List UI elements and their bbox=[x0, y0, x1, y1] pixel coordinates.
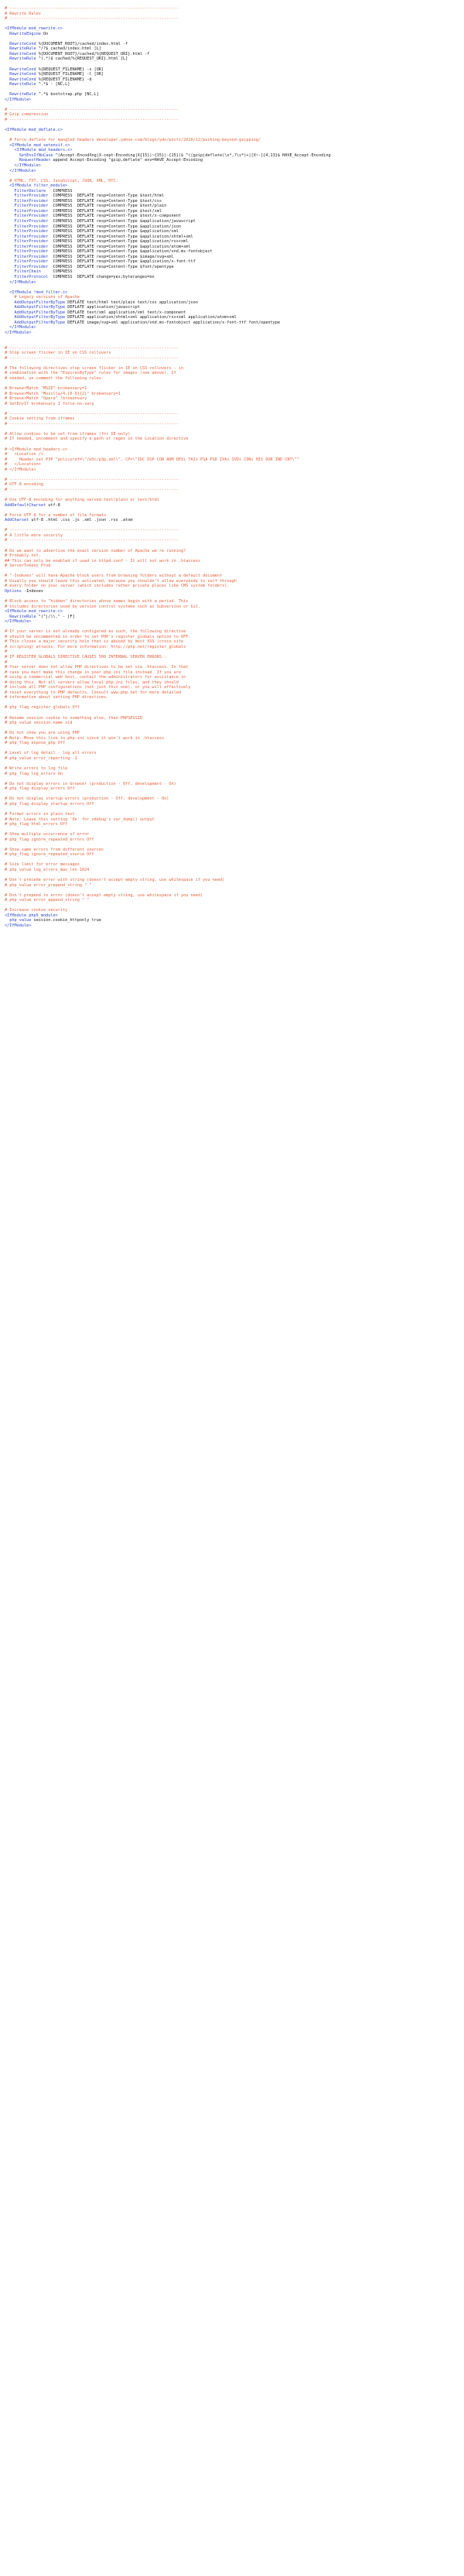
code-line: <IfModule php5_module> bbox=[5, 913, 58, 918]
code-line: # combination with the "ExpiresByType" rules for images (see above). If bbox=[5, 371, 176, 376]
code-line: </IfModule> bbox=[5, 923, 32, 928]
code-line: Options -Indexes bbox=[5, 588, 43, 594]
code-line: # Rewrite Rules bbox=[5, 11, 41, 16]
code-line: FilterProvider COMPRESS DEFLATE resp=Content-Type $application/xhtml+xml bbox=[14, 234, 193, 239]
code-line: # BrowserMatch "Mozilla/4.[0-9]{2}" brokenvary=1 bbox=[5, 391, 121, 396]
code-line: # Usually you should leave this activated, because you shouldn't allow everybody to surf through bbox=[5, 578, 237, 584]
code-line: # Gzip compression bbox=[5, 112, 49, 118]
code-line: # doing this. Not all servers allow local php.ini files, and they should bbox=[5, 680, 179, 685]
code-line: # Do not display startup errors (production - Off, development - On) bbox=[5, 796, 169, 802]
code-line: <IfModule mod_headers.c> bbox=[5, 148, 73, 153]
code-line: # php_value session.name sid bbox=[5, 721, 73, 726]
code-line: FilterProvider COMPRESS DEFLATE resp=Content-Type $application/x-font-ttf bbox=[14, 259, 196, 265]
code-line: <IfModule mod_deflate.c> bbox=[5, 128, 63, 133]
code-line: # Note: Leave this setting 'On' for xdebug's var_dump() output bbox=[5, 817, 155, 822]
code-line: # ServerTokens Prod bbox=[5, 564, 51, 569]
code-line: # Format errors in plain text bbox=[5, 811, 75, 817]
code-line: FilterProvider COMPRESS DEFLATE resp=Content-Type $font/opentype bbox=[14, 264, 174, 269]
code-line: # ---------------------------------------------------------------------- bbox=[5, 6, 179, 11]
code-line: # SetEnvIf brokenvary 1 force-no-vary bbox=[5, 401, 94, 406]
code-line: RewriteCond %{DOCUMENT_ROOT}/cached/index.html -f bbox=[9, 41, 128, 46]
code-line: # includes directories used by version control systems such as Subversion or Git. bbox=[5, 604, 200, 609]
code-line: # </Location> bbox=[5, 462, 41, 468]
code-line: # ---------------------------------------------------------------------- bbox=[5, 421, 179, 426]
code-line: php_value session.cookie_httponly true bbox=[9, 918, 101, 923]
code-line: # <Location /> bbox=[5, 452, 43, 457]
code-line: # Level of log detail - log all errors bbox=[5, 751, 97, 756]
code-line: # ---------------------------------------------------------------------- bbox=[5, 538, 179, 543]
code-line: # ---------------------------------------------------------------------- bbox=[5, 487, 179, 492]
code-line: # Force UTF-8 for a number of file formats bbox=[5, 512, 107, 518]
code-line: RewriteCond %{REQUEST_FILENAME} -d bbox=[9, 77, 92, 82]
code-line: # The following directives stop screen flicker in IE on CSS rollovers - in bbox=[5, 365, 184, 371]
code-line: # Increase cookie security bbox=[5, 908, 68, 913]
code-line: # A little more security bbox=[5, 533, 63, 538]
code-line: # bbox=[5, 659, 8, 665]
code-line: <IfModule mod_rewrite.c> bbox=[5, 26, 63, 32]
code-line: AddOutputFilterByType DEFLATE image/svg+xml application/vnd.ms-fontobject application/x-font-ttf font/opentype bbox=[14, 320, 281, 325]
code-line: # <IfModule mod_headers.c> bbox=[5, 447, 68, 452]
code-line: RewriteCond %{REQUEST_FILENAME} -l [OR] bbox=[9, 72, 104, 77]
code-line: AddCharset utf-8 .html .css .js .xml .json .rss .atom bbox=[5, 518, 133, 523]
code-line: # HTML, TXT, CSS, JavaScript, JSON, XML, HTC: bbox=[5, 178, 118, 183]
code-line: # case you must make this change in your php.ini file instead. If you are bbox=[5, 670, 181, 675]
code-line: # Show multiple occurrence of error bbox=[5, 832, 90, 838]
code-line: # Rename session cookie to something else, than PHPSESSID bbox=[5, 715, 143, 721]
code-line: AddOutputFilterByType DEFLATE application/javascript bbox=[14, 305, 140, 310]
code-line: # php_flag display_errors Off bbox=[5, 786, 75, 792]
code-line: RewriteRule ^.*$ - [NC,L] bbox=[9, 82, 70, 87]
code-line: # ---------------------------------------------------------------------- bbox=[5, 528, 179, 533]
code-line: # IF REGISTER_GLOBALS DIRECTIVE CAUSES 500 INTERNAL SERVER ERRORS : bbox=[5, 655, 167, 659]
code-line: # bbox=[5, 649, 8, 655]
code-line: # ---------------------------------------------------------------------- bbox=[5, 107, 179, 112]
code-line: FilterProvider COMPRESS DEFLATE resp=Content-Type $text/x-component bbox=[14, 214, 182, 219]
code-line: # Force deflate for mangled headers developer.yahoo.com/blogs/ydn/posts/2010/12/pushing-beyond-gzipping/ bbox=[5, 138, 261, 143]
code-line: # Don't precede error with string (doesn't accept empty string, use whitespace if you need) bbox=[5, 878, 225, 883]
code-line: # Legacy versions of Apache bbox=[5, 295, 80, 300]
code-line: <IfModule mod_rewrite.c> bbox=[5, 609, 63, 615]
code-line: # </IfModule> bbox=[5, 467, 36, 472]
code-line: # Stop screen flicker in IE on CSS rollovers bbox=[5, 351, 111, 356]
code-line: FilterProvider COMPRESS DEFLATE resp=Content-Type $text/xml bbox=[14, 208, 162, 214]
code-line: RewriteRule "(^|/)\." - [F] bbox=[9, 614, 75, 619]
code-line: # Don't prepend to error (doesn't accept empty string, use whitespace if you need) bbox=[5, 892, 203, 898]
code-line: # ---------------------------------------------------------------------- bbox=[5, 118, 179, 123]
code-line: # If needed, uncomment and specify a path or regex in the Location directive bbox=[5, 437, 189, 442]
code-line: RewriteRule ^.*$ bootstrap.php [NC,L] bbox=[9, 92, 99, 98]
code-line: FilterProvider COMPRESS DEFLATE resp=Content-Type $text/css bbox=[14, 198, 162, 204]
code-line: # php_flag log_errors On bbox=[5, 771, 63, 776]
code-line: # If your server is not already configured as such, the following directive bbox=[5, 629, 186, 635]
code-line: # scripting) attacks. For more information: http://php.net/register_globals bbox=[5, 644, 186, 649]
code-line: # Cookie setting from iframes bbox=[5, 416, 75, 422]
code-line: AddOutputFilterByType DEFLATE text/html text/plain text/css application/json bbox=[14, 300, 198, 305]
code-line: FilterProvider COMPRESS DEFLATE resp=Content-Type $application/atom+xml bbox=[14, 244, 191, 249]
code-line: # php_flag html_errors Off bbox=[5, 822, 68, 827]
code-line: # ---------------------------------------------------------------------- bbox=[5, 411, 179, 416]
code-line: </IfModule> bbox=[5, 97, 32, 102]
code-line: <IfModule !mod_filter.c> bbox=[5, 289, 68, 295]
code-line: # Size limit for error messages bbox=[5, 862, 80, 868]
code-line: # php_flag register_globals Off bbox=[5, 705, 80, 711]
code-line: # needed, un-comment the following rules. bbox=[5, 375, 104, 381]
code-line: </IfModule> bbox=[5, 163, 41, 168]
code-line: RequestHeader append Accept-Encoding "gzip,deflate" env=HAVE_Accept-Encoding bbox=[19, 158, 203, 163]
code-viewer bbox=[0, 0, 464, 929]
code-line: SetEnvIfNoCase ^(Accept-EncodXng|X-cept-Encoding|X{15}|~{15}|-{15})$ ^((gzip|deflate)\s*,?\s*)+|[X~-]{4,13}$ HAVE_Accept-Encoding bbox=[19, 152, 331, 158]
code-line: FilterProvider COMPRESS DEFLATE resp=Content-Type $application/xml bbox=[14, 229, 179, 235]
code-line: # Probably not. bbox=[5, 553, 41, 559]
code-line: # Allow cookies to be set from iframes (for IE only) bbox=[5, 431, 131, 437]
code-line: # ---------------------------------------------------------------------- bbox=[5, 355, 179, 361]
code-line: RewriteCond %{REQUEST_FILENAME} -s [OR] bbox=[9, 67, 104, 72]
code-line: AddDefaultCharset utf-8 bbox=[5, 502, 60, 508]
code-line: FilterProvider COMPRESS DEFLATE resp=Content-Type $text/plain bbox=[14, 204, 167, 209]
code-line: RewriteRule ^/?$ cached/index.html [L] bbox=[9, 46, 101, 52]
code-line: # UTF-8 encoding bbox=[5, 482, 43, 488]
code-line: # php_value log_errors_max_len 1024 bbox=[5, 867, 90, 872]
code-line: # Header set P3P "policyref=\"/w3c/p3p.xml\", CP=\"IDC DSP COR ADM DEVi TAIi PSA PSD IVAi IVDi CONi HIS OUR IND CNT\"" bbox=[5, 457, 300, 462]
code-line: <IfModule mod_setenvif.c> bbox=[5, 142, 70, 148]
code-line: # "-Indexes" will have Apache block users from browsing folders without a default document bbox=[5, 574, 223, 579]
code-line: # using a commercial web host, contact the administrators for assistance in bbox=[5, 675, 186, 680]
code-line: # reset everything to PHP defaults. Consult www.php.net for more detailed bbox=[5, 690, 181, 695]
code-line: # information about setting PHP directives. bbox=[5, 695, 109, 701]
code-line: # php_flag display_startup_errors Off bbox=[5, 801, 94, 807]
code-line: FilterProvider COMPRESS DEFLATE resp=Content-Type $application/rss+xml bbox=[14, 239, 189, 245]
code-line: # BrowserMatch "MSIE" brokenvary=1 bbox=[5, 386, 87, 392]
code-line: </IfModule> bbox=[5, 619, 32, 625]
code-line: # php_value error_append_string " " bbox=[5, 898, 90, 903]
code-line: FilterProtocol COMPRESS DEFLATE change=yes;byteranges=no bbox=[14, 274, 155, 279]
code-line: # ---------------------------------------------------------------------- bbox=[5, 477, 179, 482]
code-line: # ---------------------------------------------------------------------- bbox=[5, 345, 179, 351]
code-line: # Write errors to log file bbox=[5, 766, 68, 772]
code-line: <IfModule filter_module> bbox=[5, 183, 68, 189]
code-line: # include all PHP configurations (not just this one), or you will effectively bbox=[5, 685, 191, 690]
code-line: # Show same errors from different sources bbox=[5, 847, 104, 852]
code-line: FilterProvider COMPRESS DEFLATE resp=Content-Type $application/vnd.ms-fontobject bbox=[14, 249, 213, 255]
code-line: FilterChain COMPRESS bbox=[14, 269, 73, 275]
code-line: # Use UTF-8 encoding for anything served text/plain or text/html bbox=[5, 498, 159, 503]
code-line: # php_flag ignore_repeated_errors Off bbox=[5, 837, 94, 842]
code-line: ## This can only be enabled if used in httpd.conf - It will not work in .htaccess bbox=[5, 558, 200, 564]
code-line: AddOutputFilterByType DEFLATE application/xhtml+xml application/rss+xml application/atom+xml bbox=[14, 315, 237, 320]
code-line: # php_flag ignore_repeated_source Off bbox=[5, 852, 94, 858]
code-line: </IfModule> bbox=[5, 279, 36, 285]
code-line: RewriteCond %{DOCUMENT_ROOT}/cached/%{REQUEST_URI}.html -f bbox=[9, 51, 150, 57]
code-line: # Do not show you are using PHP bbox=[5, 731, 80, 736]
code-line: # ---------------------------------------------------------------------- bbox=[5, 16, 179, 22]
code-line: # should be uncommented in order to set PHP's register_globals option to OFF. bbox=[5, 634, 191, 639]
code-line: </IfModule> bbox=[5, 168, 36, 173]
code-line: FilterDeclare COMPRESS bbox=[14, 188, 73, 194]
code-line: </IfModule> bbox=[5, 331, 32, 335]
code-line: FilterProvider COMPRESS DEFLATE resp=Content-Type $application/javascript bbox=[14, 218, 196, 224]
code-line: RewriteRule ^(.*)$ cached/%{REQUEST_URI}.html [L] bbox=[9, 57, 128, 62]
code-line: RewriteEngine On bbox=[9, 31, 49, 36]
code-line: # Do we want to advertise the exact version number of Apache we're running? bbox=[5, 548, 186, 553]
code-line: # Do not display errors in browser (production - Off, development - On) bbox=[5, 781, 176, 786]
code-line: # Block access to "hidden" directories whose names begin with a period. This bbox=[5, 598, 189, 604]
code-line: FilterProvider COMPRESS DEFLATE resp=Content-Type $application/json bbox=[14, 224, 182, 229]
code-line: # php_value error_reporting -1 bbox=[5, 755, 77, 761]
code-line: # php_flag expose_php Off bbox=[5, 741, 66, 746]
code-line: # This closes a major security hole that is abused by most XSS (cross-site bbox=[5, 639, 184, 645]
code-line: FilterProvider COMPRESS DEFLATE resp=Content-Type $text/html bbox=[14, 194, 165, 199]
code-line: # php_value error_prepend_string " " bbox=[5, 882, 92, 888]
code-line: # BrowserMatch "Opera" !brokenvary bbox=[5, 396, 87, 402]
code-line: # Your server does not allow PHP directives to be set via .htaccess. In that bbox=[5, 665, 189, 670]
code-line: </IfModule> bbox=[5, 325, 36, 331]
code-line: FilterProvider COMPRESS DEFLATE resp=Content-Type $image/svg+xml bbox=[14, 254, 174, 259]
code-line: # every folder on your server (which includes rather private places like CMS system folders). bbox=[5, 584, 230, 589]
code-line: AddOutputFilterByType DEFLATE text/xml application/xml text/x-component bbox=[14, 310, 186, 315]
code-line: # Note: Move this line to php.ini since it won't work in .htaccess bbox=[5, 735, 165, 741]
